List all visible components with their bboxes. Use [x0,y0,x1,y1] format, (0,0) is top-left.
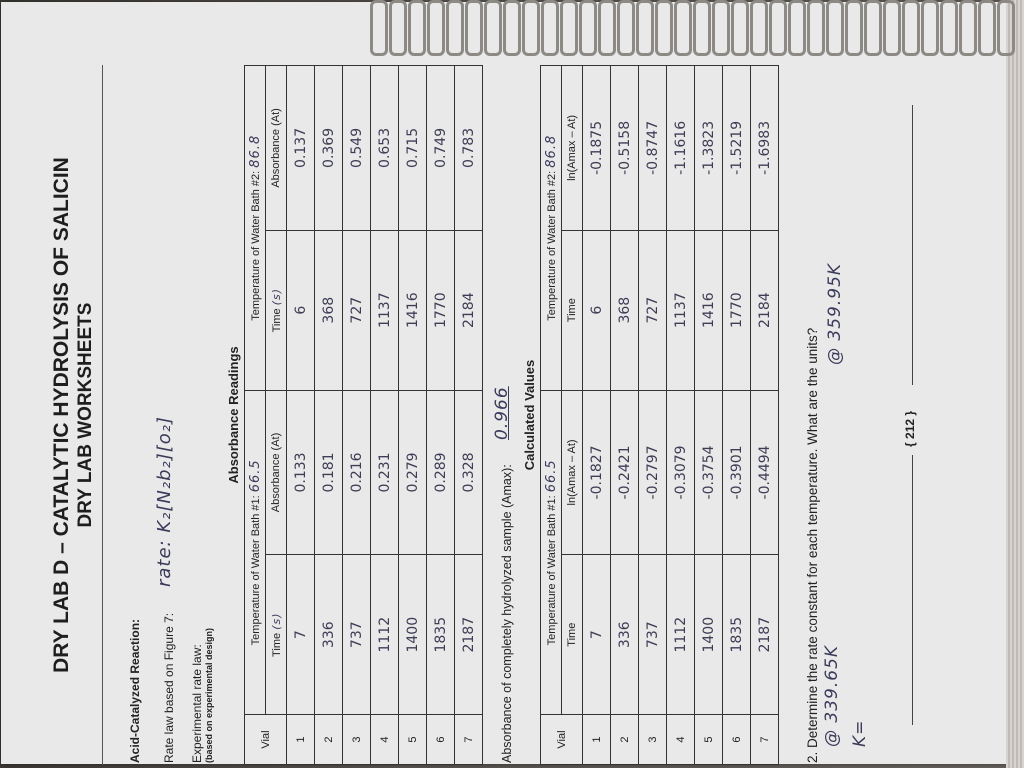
amax-label: Absorbance of completely hydrolyzed sample (Amax): [500,464,514,763]
amax-value: 0.966 [492,386,512,440]
value-cell: -0.1827 [583,390,611,555]
spiral-coil [598,0,616,56]
value-cell: 727 [639,230,667,390]
time-header-2: Time (s) [266,230,287,390]
spiral-coil [693,0,711,56]
calculated-table [540,65,779,765]
vial-cell: 4 [371,715,399,765]
abs-header-2: Absorbance (At) [266,66,287,231]
table-row [583,66,611,765]
table-row [455,66,483,765]
spiral-coil [807,0,825,56]
value-cell: 0.749 [427,66,455,231]
spiral-coil [864,0,882,56]
table-row [343,66,371,765]
value-cell: -0.3754 [695,390,723,555]
calculated-heading: Calculated Values [522,359,537,471]
question-2: 2. Determine the rate constant for each temperature. What are the units? [805,327,820,763]
footer-rule-right [912,105,913,385]
value-cell: 0.783 [455,66,483,231]
answer-temp-2: @ 359.95K [825,262,845,365]
spiral-coil [446,0,464,56]
value-cell: -0.1875 [583,66,611,231]
vial-cell: 6 [427,715,455,765]
value-cell: -1.3823 [695,66,723,231]
value-cell: 0.181 [315,390,343,555]
calc-col-vial-header: Vial [541,715,583,765]
spiral-coil [465,0,483,56]
value-cell: 0.715 [399,66,427,231]
absorbance-table [244,65,483,765]
value-cell: 1770 [427,230,455,390]
value-cell: 7 [583,555,611,715]
spiral-coil [522,0,540,56]
page-stack-edge [1006,0,1024,768]
value-cell: 0.328 [455,390,483,555]
value-cell: -0.3901 [723,390,751,555]
value-cell: 1137 [667,230,695,390]
bath2-header: Temperature of Water Bath #2: 86.8 [245,66,266,391]
vial-cell: 6 [723,715,751,765]
value-cell: 0.653 [371,66,399,231]
value-cell: -0.2421 [611,390,639,555]
value-cell: 0.133 [287,390,315,555]
value-cell: 0.137 [287,66,315,231]
table-row [427,66,455,765]
vial-cell: 5 [695,715,723,765]
vial-cell: 7 [751,715,779,765]
experimental-rate-law-label: Experimental rate law: [190,644,204,763]
spiral-coil [845,0,863,56]
value-cell: 2187 [751,555,779,715]
vial-cell: 5 [399,715,427,765]
value-cell: -0.8747 [639,66,667,231]
bath1-header: Temperature of Water Bath #1: 66.5 [245,390,266,715]
vial-cell: 4 [667,715,695,765]
spiral-binding [0,0,1024,54]
value-cell: 1137 [371,230,399,390]
spiral-coil [560,0,578,56]
spiral-coil [408,0,426,56]
worksheet-content [50,65,990,765]
table-row [667,66,695,765]
spiral-coil [921,0,939,56]
value-cell: 1835 [427,555,455,715]
value-cell: 2184 [751,230,779,390]
value-cell: 1112 [371,555,399,715]
value-cell: 7 [287,555,315,715]
table-row [695,66,723,765]
title-rule [102,65,103,765]
value-cell: 0.231 [371,390,399,555]
spiral-coil [883,0,901,56]
rate-law-label: Rate law based on Figure 7: [162,612,176,763]
value-cell: 368 [315,230,343,390]
value-cell: -0.3079 [667,390,695,555]
abs-header-1: Absorbance (At) [266,390,287,555]
value-cell: 0.289 [427,390,455,555]
value-cell: 1835 [723,555,751,715]
spiral-coil [370,0,388,56]
spiral-coil [959,0,977,56]
vial-cell: 2 [611,715,639,765]
page-number: { 212 } [903,410,917,447]
value-cell: 727 [343,230,371,390]
value-cell: 1416 [399,230,427,390]
value-cell: 737 [343,555,371,715]
worksheet-subtitle: DRY LAB WORKSHEETS [75,302,96,528]
value-cell: 1400 [399,555,427,715]
rate-law-answer: rate: K₂[N₂b₂][o₂] [154,415,175,587]
value-cell: -1.5219 [723,66,751,231]
k-label: K= [850,719,870,747]
value-cell: 1112 [667,555,695,715]
spiral-coil [655,0,673,56]
value-cell: 336 [611,555,639,715]
table-row [287,66,315,765]
value-cell: -0.5158 [611,66,639,231]
value-cell: -0.2797 [639,390,667,555]
spiral-coil [731,0,749,56]
table-row [371,66,399,765]
value-cell: 0.369 [315,66,343,231]
spiral-coil [902,0,920,56]
spiral-coil [788,0,806,56]
value-cell: 1416 [695,230,723,390]
spiral-coil [484,0,502,56]
value-cell: 0.216 [343,390,371,555]
experimental-note: (based on experimental design) [204,627,214,763]
table-row [399,66,427,765]
table-row [639,66,667,765]
calc-ln-header-1: ln(Amax – At) [562,390,583,555]
spiral-coil [389,0,407,56]
spiral-coil [978,0,996,56]
vial-cell: 3 [343,715,371,765]
spiral-coil [750,0,768,56]
spiral-coil [712,0,730,56]
vial-cell: 7 [455,715,483,765]
table-row [751,66,779,765]
value-cell: -1.1616 [667,66,695,231]
spiral-coil [427,0,445,56]
calc-time-header-2: Time [562,230,583,390]
footer-rule-left [912,455,913,725]
value-cell: 6 [287,230,315,390]
value-cell: 737 [639,555,667,715]
col-vial-header: Vial [245,715,287,765]
vial-cell: 1 [287,715,315,765]
spiral-coil [579,0,597,56]
spiral-coil [826,0,844,56]
value-cell: 2187 [455,555,483,715]
spiral-coil [674,0,692,56]
table-row [723,66,751,765]
spiral-coil [617,0,635,56]
value-cell: 336 [315,555,343,715]
absorbance-heading: Absorbance Readings [226,346,241,484]
table-row [315,66,343,765]
value-cell: 1400 [695,555,723,715]
value-cell: 0.549 [343,66,371,231]
acid-catalyzed-heading: Acid-Catalyzed Reaction: [128,618,142,763]
calc-ln-header-2: ln(Amax – At) [562,66,583,231]
value-cell: 0.279 [399,390,427,555]
value-cell: 368 [611,230,639,390]
time-header-1: Time (s) [266,555,287,715]
value-cell: 1770 [723,230,751,390]
calc-bath2-header: Temperature of Water Bath #2: 86.8 [541,66,562,391]
spiral-coil [940,0,958,56]
value-cell: -1.6983 [751,66,779,231]
value-cell: 2184 [455,230,483,390]
vial-cell: 2 [315,715,343,765]
calc-bath1-header: Temperature of Water Bath #1: 66.5 [541,390,562,715]
vial-cell: 1 [583,715,611,765]
spiral-coil [636,0,654,56]
table-row [611,66,639,765]
calc-time-header-1: Time [562,555,583,715]
worksheet-title: DRY LAB D – CATALYTIC HYDROLYSIS OF SALICIN [50,157,73,673]
spiral-coil [769,0,787,56]
spiral-coil [997,0,1015,56]
value-cell: -0.4494 [751,390,779,555]
vial-cell: 3 [639,715,667,765]
spiral-coil [541,0,559,56]
spiral-coil [503,0,521,56]
answer-temp-1: @ 339.65K [822,644,842,747]
value-cell: 6 [583,230,611,390]
